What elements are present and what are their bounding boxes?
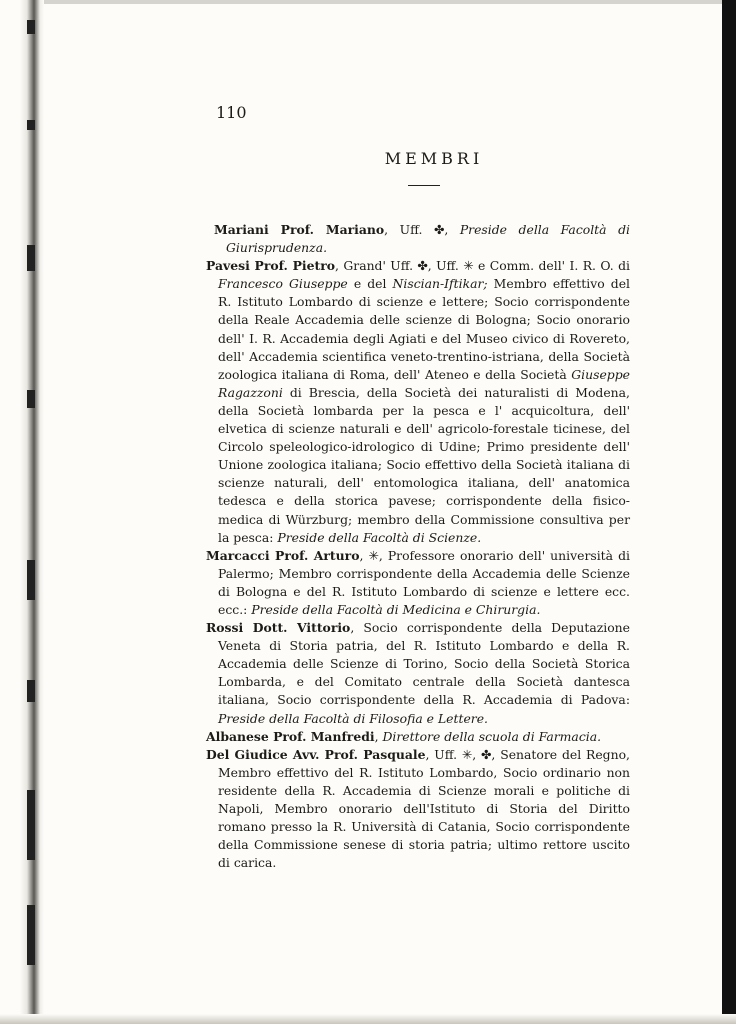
member-text: , Uff. ✳, ✤, Senatore del Regno, Membro effettivo del R. Istituto Lombardo, Socio ordinario non residente della R. Accademia di Scienze morali e politiche di Napoli, Membro onorario dell'Istituto di Storia del Diritto romano presso la R. Università di Catania, Socio corrispondente della Commissione senese di storia patria; ultimo rettore uscito di carica. (218, 746, 630, 871)
binding-mark (27, 390, 35, 408)
scan-right-edge (722, 0, 736, 1024)
page-number: 110 (216, 103, 247, 122)
member-name: Del Giudice Avv. Prof. Pasquale (206, 746, 426, 762)
scan-bottom-edge (0, 1014, 736, 1024)
member-entry (206, 746, 630, 873)
binding-mark (27, 680, 35, 702)
member-entry (206, 547, 630, 619)
binding-mark (27, 20, 35, 34)
member-name: Pavesi Prof. Pietro (206, 258, 336, 274)
member-list (206, 221, 630, 872)
society-name: Giuseppe Ragazzoni (218, 366, 630, 400)
member-entry (206, 221, 630, 257)
page-heading: MEMBRI (384, 149, 484, 168)
binding-mark (27, 790, 35, 860)
member-role: Direttore della scuola di Farmacia. (382, 728, 602, 744)
member-role: Preside della Facoltà di Medicina e Chirurgia. (251, 601, 541, 617)
member-text: , Socio corrispondente della Deputazione Veneta di Storia patria, del R. Istituto Lombardo e della R. Accademia delle Scienze di Torino, Socio della Società Storica Lombarda, e del Comitato centrale della Società dantesca italiana, Socio corrispondente della R. Accademia di Padova: (218, 620, 630, 708)
member-text: , Uff. ✤, (384, 222, 460, 237)
member-text: , (374, 728, 383, 744)
member-text: e del (347, 276, 393, 292)
member-text: Membro effettivo del R. Istituto Lombardo di scienze e lettere; Socio corrispondente della Reale Accademia delle scienze di Bologna; Socio onorario dell' I. R. Accademia degli Agiati e del Museo civico di Rovereto, dell' Accademia scientifica veneto-trentino-istriana, della Società zoologica italiana di Roma, dell' Ateneo e della Società (218, 276, 630, 382)
member-role: Preside della Facoltà di Giurisprudenza. (226, 222, 630, 256)
book-binding-edge (0, 0, 44, 1024)
member-name: Marcacci Prof. Arturo (206, 547, 360, 563)
member-text: , ✳, Professore onorario dell' università di Palermo; Membro corrispondente della Accademia delle Scienze di Bologna e del R. Istituto Lombardo di scienze e lettere ecc. ecc.: (218, 547, 630, 617)
member-text: , Grand' Uff. ✤, Uff. ✳ e Comm. dell' I. R. O. di (335, 258, 630, 274)
member-name: Albanese Prof. Manfredi (206, 728, 375, 744)
binding-mark (27, 905, 35, 965)
member-role: Preside della Facoltà di Filosofia e Lettere. (218, 710, 488, 726)
member-text: di Brescia, della Società dei naturalisti di Modena, della Società lombarda per la pesca e l' acquicoltura, dell' elvetica di scienze naturali e dell' agricolo-forestale ticinese, del Circolo speleologico-idrologico di Udine; Primo presidente dell' Unione zoologica italiana; Socio effettivo della Società italiana di scienze naturali, dell' entomologica italiana, dell' anatomica tedesca e della storica pavese; corrispondente della fisico-medica di Würzburg; membro della Commissione consultiva per la pesca: (218, 384, 630, 545)
member-entry (206, 257, 630, 547)
binding-mark (27, 120, 35, 130)
member-entry (206, 619, 630, 728)
member-name: Rossi Dott. Vittorio (206, 620, 351, 636)
member-role: Preside della Facoltà di Scienze. (277, 529, 482, 545)
page-top-edge (0, 0, 736, 4)
binding-mark (27, 245, 35, 271)
binding-mark (27, 560, 35, 600)
heading-rule (408, 185, 440, 186)
member-entry (206, 728, 630, 746)
order-name: Niscian-Iftikar; (392, 276, 488, 292)
order-name: Francesco Giuseppe (218, 276, 348, 292)
member-name: Mariani Prof. Mariano (214, 222, 385, 237)
